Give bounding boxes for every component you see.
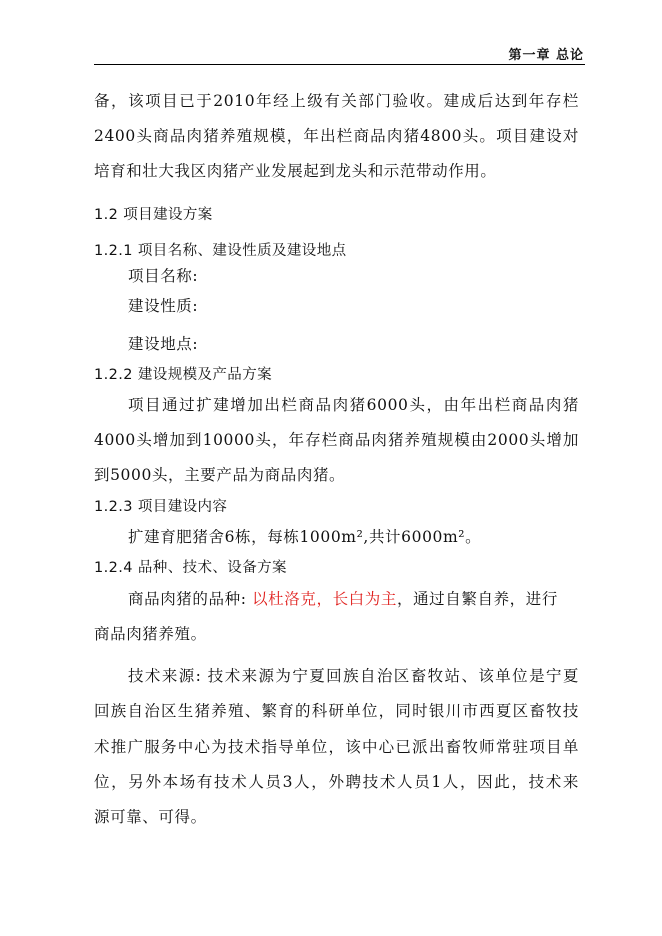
variety-line bbox=[128, 589, 558, 609]
paragraph-line: 回族自治区生猪养殖、繁育的科研单位，同时银川市西夏区畜牧技 bbox=[94, 702, 579, 720]
item-label-construction-location: 建设地点: bbox=[128, 335, 199, 353]
subsection-heading: 1.2.2 建设规模及产品方案 bbox=[94, 367, 273, 383]
paragraph-line: 培育和壮大我区肉猪产业发展起到龙头和示范带动作用。 bbox=[94, 162, 497, 180]
paragraph-line: 技术来源: 技术来源为宁夏回族自治区畜牧站、该单位是宁夏 bbox=[128, 667, 579, 685]
header-rule bbox=[94, 64, 585, 65]
variety-rest: ，通过自繁自养，进行 bbox=[396, 590, 558, 608]
item-label-project-name: 项目名称: bbox=[128, 267, 199, 285]
variety-highlight: 以杜洛克，长白为主 bbox=[252, 590, 397, 608]
paragraph-line: 术推广服务中心为技术指导单位，该中心已派出畜牧师常驻项目单 bbox=[94, 738, 579, 756]
item-label-construction-nature: 建设性质: bbox=[128, 297, 199, 315]
paragraph-line: 2400头商品肉猪养殖规模，年出栏商品肉猪4800头。项目建设对 bbox=[94, 127, 579, 145]
paragraph-line: 到5000头，主要产品为商品肉猪。 bbox=[94, 466, 346, 484]
paragraph-line: 备，该项目已于2010年经上级有关部门验收。建成后达到年存栏 bbox=[94, 92, 579, 110]
subsection-heading: 1.2.1 项目名称、建设性质及建设地点 bbox=[94, 243, 347, 259]
variety-label: 商品肉猪的品种: bbox=[128, 590, 253, 608]
subsection-heading: 1.2.3 项目建设内容 bbox=[94, 499, 228, 515]
paragraph-line: 商品肉猪养殖。 bbox=[94, 625, 207, 643]
chapter-header: 第一章 总论 bbox=[508, 48, 584, 63]
paragraph-line: 位，另外本场有技术人员3人，外聘技术人员1人，因此，技术来 bbox=[94, 773, 579, 791]
subsection-heading: 1.2.4 品种、技术、设备方案 bbox=[94, 560, 287, 576]
section-heading: 1.2 项目建设方案 bbox=[94, 207, 213, 223]
paragraph-line: 源可靠、可得。 bbox=[94, 808, 207, 826]
paragraph-line: 4000头增加到10000头，年存栏商品肉猪养殖规模由2000头增加 bbox=[94, 431, 579, 449]
paragraph-line: 项目通过扩建增加出栏商品肉猪6000头，由年出栏商品肉猪 bbox=[128, 396, 579, 414]
paragraph-line: 扩建育肥猪舍6栋，每栋1000m²,共计6000m²。 bbox=[128, 528, 482, 546]
